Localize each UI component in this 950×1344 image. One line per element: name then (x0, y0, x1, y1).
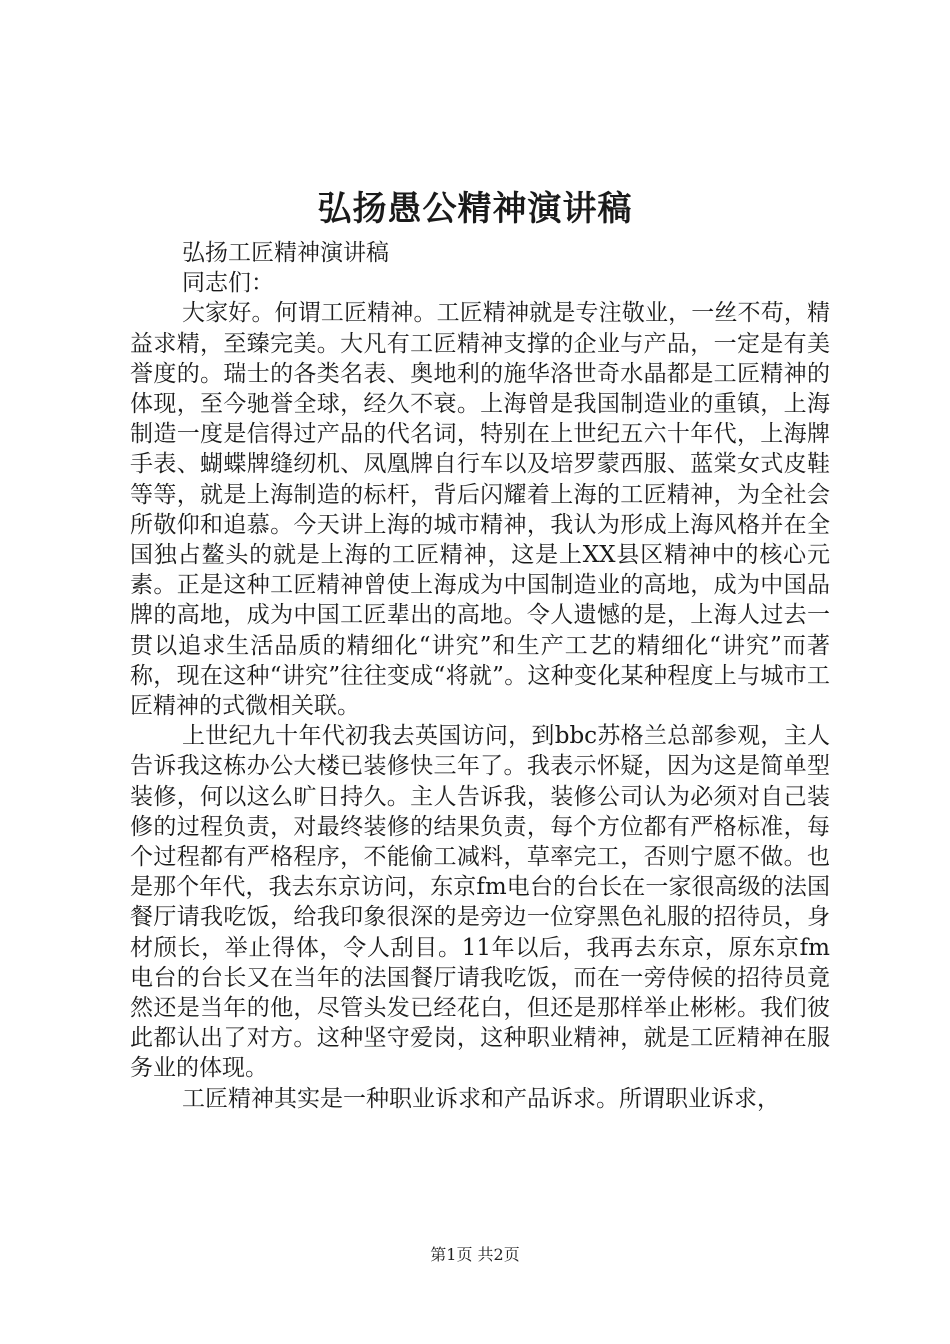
paragraph-subtitle: 弘扬工匠精神演讲稿 (182, 240, 389, 266)
page-number-footer: 第1页 共2页 (430, 1245, 520, 1264)
paragraph: 上世纪九十年代初我去英国访问，到bbc苏格兰总部参观，主人告诉我这栋办公大楼已装修快三年了。我表示怀疑，因为这是简单型装修，何以这么旷日持久。主人告诉我，装修公司认为必须对自己装修的过程负责，对最终装修的结果负责，每个方位都有严格标准，每个过程都有严格程序，不能偷工减料，草率完工，否则宁愿不做。也是那个年代，我去东京访问，东京fm电台的台长在一家很高级的法国餐厅请我吃饭，给我印象很深的是旁边一位穿黑色礼服的招待员，身材颀长，举止得体，令人刮目。11年以后，我再去东京，原东京fm电台的台长又在当年的法国餐厅请我吃饭，而在一旁侍候的招待员竟然还是当年的他，尽管头发已经花白，但还是那样举止彬彬。我们彼此都认出了对方。这种坚守爱岗，这种职业精神，就是工匠精神在服务业的体现。 (130, 723, 830, 1082)
document-body (130, 238, 830, 1114)
paragraph: 大家好。何谓工匠精神。工匠精神就是专注敬业，一丝不苟，精益求精，至臻完美。大凡有工匠精神支撑的企业与产品，一定是有美誉度的。瑞士的各类名表、奥地利的施华洛世奇水晶都是工匠精神的体现，至今驰誉全球，经久不衰。上海曾是我国制造业的重镇，上海制造一度是信得过产品的代名词，特别在上世纪五六十年代，上海牌手表、蝴蝶牌缝纫机、凤凰牌自行车以及培罗蒙西服、蓝棠女式皮鞋等等，就是上海制造的标杆，背后闪耀着上海的工匠精神，为全社会所敬仰和追慕。今天讲上海的城市精神，我认为形成上海风格并在全国独占鳌头的就是上海的工匠精神，这是上XX县区精神中的核心元素。正是这种工匠精神曾使上海成为中国制造业的高地，成为中国品牌的高地，成为中国工匠辈出的高地。令人遗憾的是，上海人过去一贯以追求生活品质的精细化“讲究”和生产工艺的精细化“讲究”而著称，现在这种“讲究”往往变成“将就”。这种变化某种程度上与城市工匠精神的式微相关联。 (130, 300, 830, 720)
paragraph: 工匠精神其实是一种职业诉求和产品诉求。所谓职业诉求， (182, 1085, 780, 1112)
paragraph-greeting: 同志们： (182, 270, 274, 297)
document-title: 弘扬愚公精神演讲稿 (317, 189, 633, 229)
